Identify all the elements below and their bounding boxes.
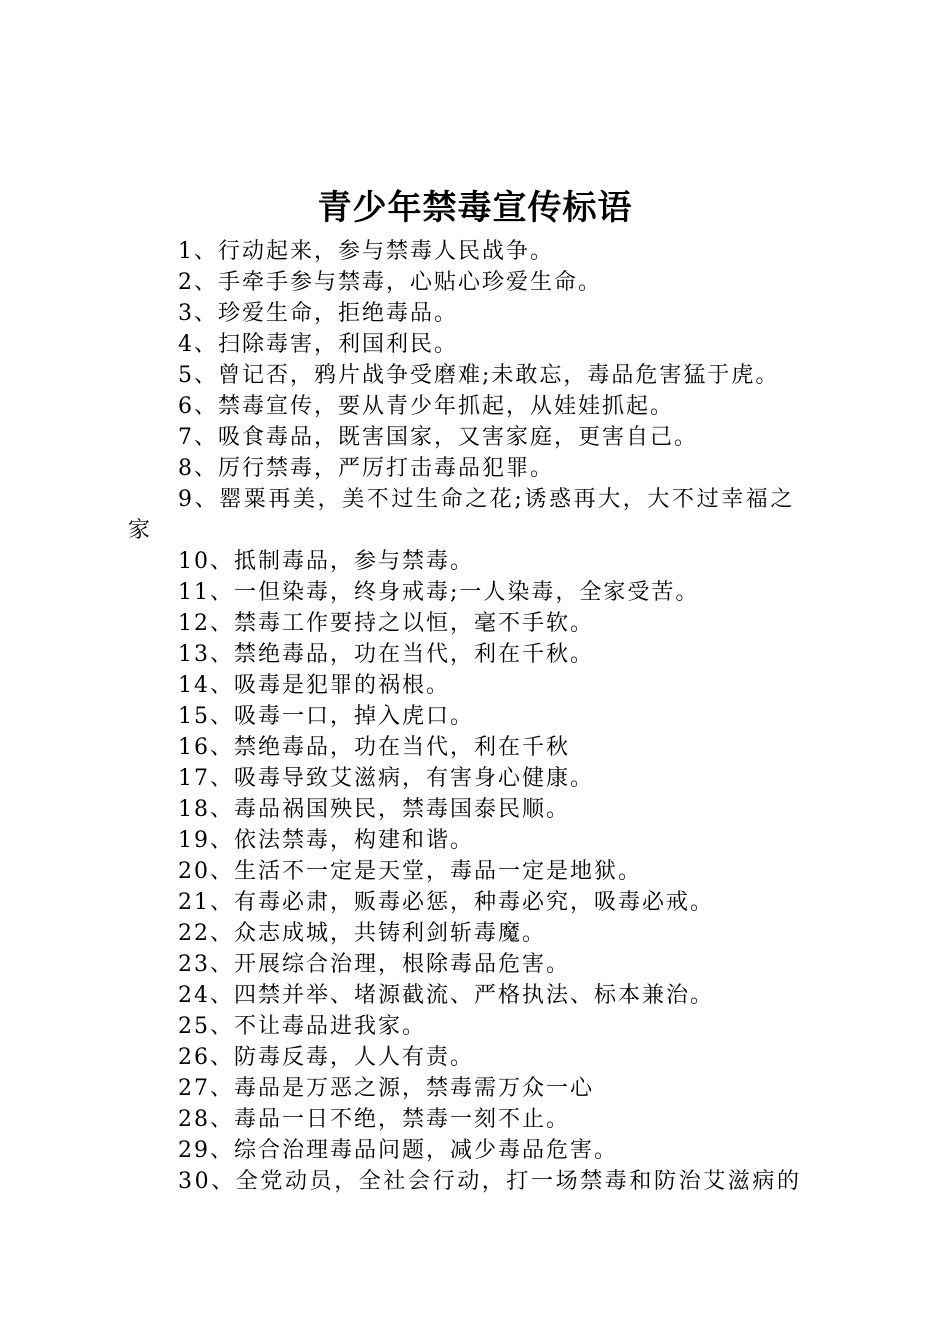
slogan-item: 21、有毒必肃，贩毒必惩，种毒必究，吸毒必戒。 [178, 890, 714, 915]
slogan-item: 22、众志成城，共铸利剑斩毒魔。 [178, 921, 546, 946]
slogan-item: 17、吸毒导致艾滋病，有害身心健康。 [178, 766, 594, 791]
slogan-list [128, 236, 848, 1197]
slogan-item: 1、行动起来，参与禁毒人民战争。 [178, 239, 554, 264]
slogan-item-text: 9、罂粟再美，美不过生命之花;诱惑再大，大不过幸福之 [178, 487, 796, 512]
slogan-item: 5、曾记否，鸦片战争受磨难;未敢忘，毒品危害猛于虎。 [178, 363, 780, 388]
slogan-item: 6、禁毒宣传，要从青少年抓起，从娃娃抓起。 [178, 394, 674, 419]
slogan-item: 12、禁毒工作要持之以恒，毫不手软。 [178, 611, 594, 636]
slogan-item: 30、全党动员，全社会行动，打一场禁毒和防治艾滋病的 [178, 1169, 802, 1194]
slogan-item: 16、禁绝毒品，功在当代，利在千秋 [178, 735, 570, 760]
slogan-item: 29、综合治理毒品问题，减少毒品危害。 [178, 1138, 618, 1163]
slogan-item: 15、吸毒一口，掉入虎口。 [178, 704, 474, 729]
document-title: 青少年禁毒宣传标语 [317, 188, 633, 228]
slogan-item: 25、不让毒品进我家。 [178, 1014, 426, 1039]
slogan-item: 3、珍爱生命，拒绝毒品。 [178, 301, 458, 326]
slogan-item: 8、厉行禁毒，严厉打击毒品犯罪。 [178, 456, 554, 481]
slogan-item: 28、毒品一日不绝，禁毒一刻不止。 [178, 1107, 570, 1132]
slogan-item: 14、吸毒是犯罪的祸根。 [178, 673, 450, 698]
slogan-item: 20、生活不一定是天堂，毒品一定是地狱。 [178, 859, 642, 884]
slogan-item: 7、吸食毒品，既害国家，又害家庭，更害自己。 [178, 425, 698, 450]
slogan-item: 2、手牵手参与禁毒，心贴心珍爱生命。 [178, 270, 602, 295]
slogan-item: 4、扫除毒害，利国利民。 [178, 332, 458, 357]
slogan-item: 23、开展综合治理，根除毒品危害。 [178, 952, 570, 977]
slogan-item: 26、防毒反毒，人人有责。 [178, 1045, 474, 1070]
slogan-item-continuation: 家 [128, 518, 151, 543]
slogan-item-wrapped [128, 484, 848, 546]
slogan-item: 18、毒品祸国殃民，禁毒国泰民顺。 [178, 797, 570, 822]
slogan-item: 10、抵制毒品，参与禁毒。 [178, 549, 474, 574]
slogan-item: 13、禁绝毒品，功在当代，利在千秋。 [178, 642, 594, 667]
slogan-item: 27、毒品是万恶之源，禁毒需万众一心 [178, 1076, 594, 1101]
slogan-item: 11、一但染毒，终身戒毒;一人染毒，全家受苦。 [178, 580, 700, 605]
slogan-item: 19、依法禁毒，构建和谐。 [178, 828, 474, 853]
slogan-item: 24、四禁并举、堵源截流、严格执法、标本兼治。 [178, 983, 714, 1008]
